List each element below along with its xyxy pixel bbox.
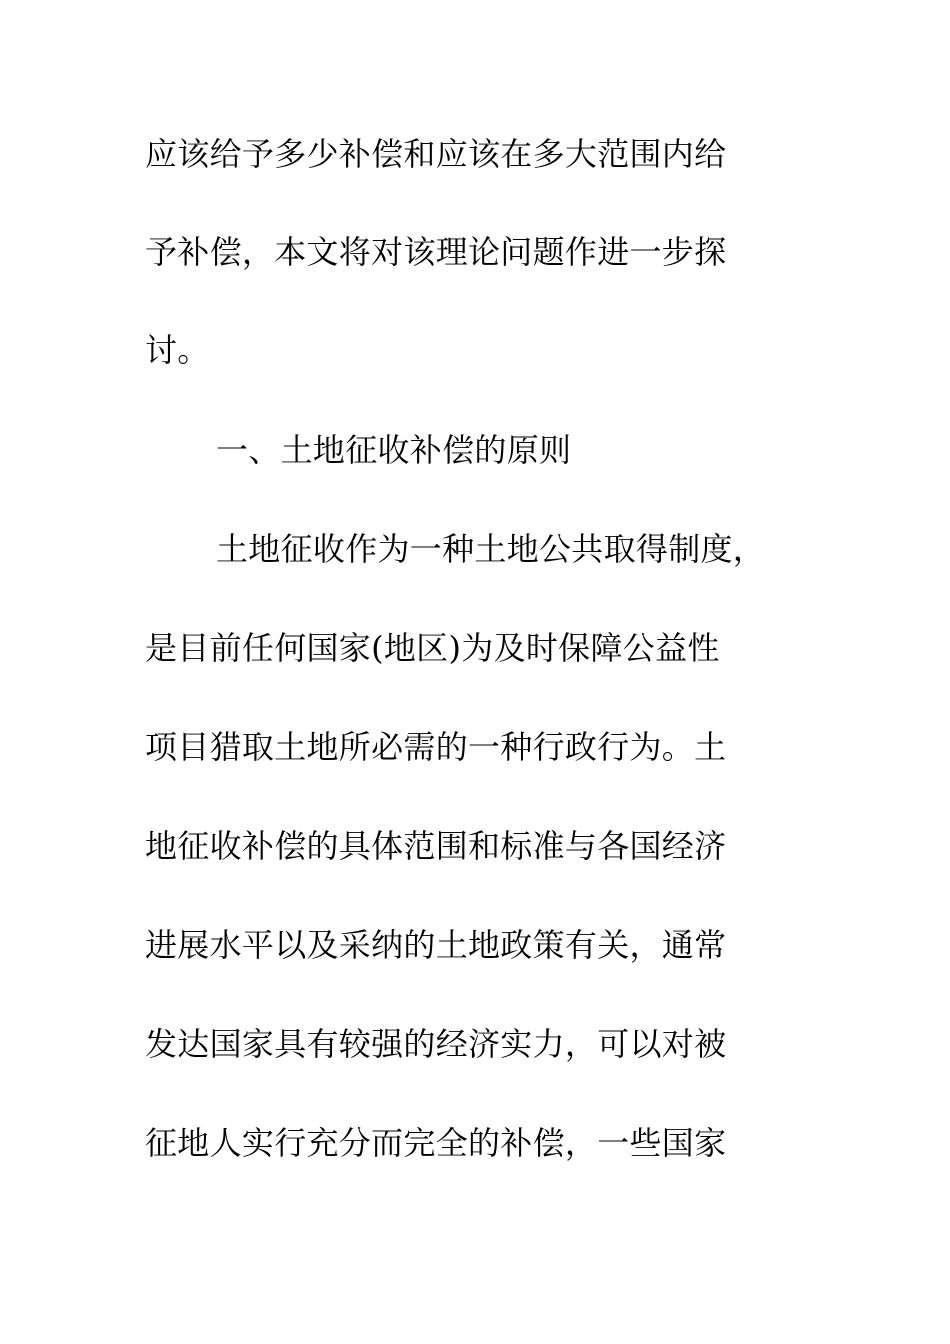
paragraph-line: 讨。 [145,331,210,369]
paragraph-line: 发达国家具有较强的经济实力，可以对被 [145,1025,727,1063]
paragraph-line: 征地人实行充分而完全的补偿，一些国家 [145,1124,727,1162]
paragraph-line: 予补偿，本文将对该理论问题作进一步探 [145,233,727,271]
paragraph-line: 地征收补偿的具体范围和标准与各国经济 [145,827,727,865]
paragraph-line: 土地征收作为一种土地公共取得制度， [216,530,766,568]
paragraph-line: 应该给予多少补偿和应该在多大范围内给 [145,135,727,173]
section-heading: 一、土地征收补偿的原则 [216,431,572,469]
paragraph-line: 项目猎取土地所必需的一种行政行为。土 [145,728,727,766]
paragraph-line: 进展水平以及采纳的土地政策有关，通常 [145,926,727,964]
paragraph-line: 是目前任何国家(地区)为及时保障公益性 [145,629,720,667]
